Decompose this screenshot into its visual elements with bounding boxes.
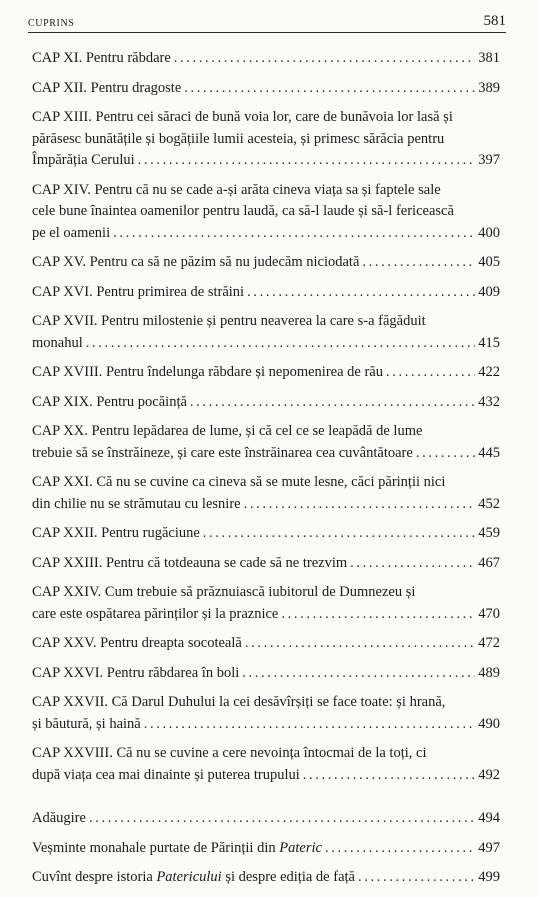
toc-entry — [32, 362, 500, 384]
toc-page-number: 445 — [478, 444, 500, 461]
toc-page-number: 432 — [478, 393, 500, 410]
toc-page-number: 467 — [478, 554, 500, 571]
toc-appendix-entry — [32, 838, 500, 860]
toc-entry-title: CAP XII. Pentru dragoste — [32, 79, 182, 96]
toc-entry — [32, 311, 500, 354]
toc-entry-line: CAP XX. Pentru lepădarea de lume, și că cel ce se leapădă de lume — [32, 423, 423, 439]
header-page-number: 581 — [483, 13, 506, 29]
toc-entry — [32, 78, 500, 100]
dot-leader — [416, 443, 475, 465]
toc-entry — [32, 553, 500, 575]
toc-entry-last-line — [32, 48, 500, 70]
toc-entry-last-line — [32, 252, 500, 274]
toc-entry-lines — [32, 421, 500, 443]
toc-entry-last-line — [32, 808, 500, 830]
toc-entry-title: pe el oamenii — [32, 224, 111, 241]
toc-entry-title: CAP XXV. Pentru dreapta socoteală — [32, 635, 242, 651]
toc-entry-last-line — [32, 553, 500, 575]
toc-entry — [32, 743, 500, 786]
toc-entry-title: Împărăția Cerului — [32, 152, 135, 168]
toc-page-number: 470 — [478, 605, 500, 622]
header-title: CUPRINS — [28, 18, 75, 29]
toc-entry-last-line — [32, 333, 500, 355]
dot-leader — [245, 633, 475, 655]
toc-entry-last-line — [32, 867, 500, 889]
toc-entry-line: CAP XXVIII. Că nu se cuvine a cere nevoința întocmai de la toți, ci — [32, 745, 427, 761]
dot-leader — [190, 392, 475, 414]
toc-entry-title: după viața cea mai dinainte și puterea trupului — [32, 766, 300, 783]
toc-entry-last-line — [32, 714, 500, 736]
toc-entry-title: și băutură, și haină — [32, 715, 141, 732]
toc-entry-last-line — [32, 282, 500, 304]
toc-entry — [32, 663, 500, 685]
toc-entry-lines — [32, 107, 500, 150]
table-of-contents — [32, 48, 500, 897]
dot-leader — [89, 808, 475, 830]
toc-page-number: 497 — [478, 839, 500, 856]
toc-entry-title: CAP XXII. Pentru rugăciune — [32, 525, 200, 541]
toc-entry-lines — [32, 311, 500, 333]
toc-entry-lines — [32, 582, 500, 604]
toc-entry-line: CAP XVII. Pentru milostenie și pentru neaverea la care s-a făgăduit — [32, 313, 426, 329]
toc-entry-title — [32, 867, 355, 889]
toc-entry-last-line — [32, 494, 500, 516]
toc-appendix-entry — [32, 808, 500, 830]
running-header — [28, 8, 506, 33]
toc-entry-last-line — [32, 765, 500, 787]
title-text-after: și despre ediția de față — [221, 869, 355, 885]
dot-leader — [303, 765, 476, 787]
dot-leader — [144, 714, 476, 736]
toc-entry-last-line — [32, 223, 500, 245]
toc-entry — [32, 692, 500, 735]
toc-entry-lines — [32, 692, 500, 714]
toc-entry — [32, 523, 500, 545]
toc-entry-last-line — [32, 362, 500, 384]
toc-page-number: 415 — [478, 334, 500, 351]
title-italic: Patericului — [156, 869, 222, 885]
toc-entry — [32, 472, 500, 515]
toc-entry-lines — [32, 180, 500, 223]
dot-leader — [86, 333, 476, 355]
dot-leader — [242, 663, 475, 685]
toc-page-number: 492 — [478, 766, 500, 783]
toc-entry — [32, 421, 500, 464]
toc-entry-title: CAP XV. Pentru ca să ne păzim să nu judecăm niciodată — [32, 254, 360, 270]
dot-leader — [362, 252, 475, 274]
dot-leader — [358, 867, 475, 889]
toc-page-number: 409 — [478, 283, 500, 300]
toc-page-number: 459 — [478, 525, 500, 541]
toc-page-number: 472 — [478, 635, 500, 651]
toc-entry-lines — [32, 743, 500, 765]
toc-entry-title: trebuie să se înstrăineze, și care este înstrăinarea cea cuvântătoare — [32, 444, 413, 461]
toc-entry-line: CAP XXI. Că nu se cuvine ca cineva să se mute lesne, căci părinții nici — [32, 474, 446, 490]
toc-entry-last-line — [32, 78, 500, 100]
dot-leader — [203, 523, 475, 545]
title-italic: Pateric — [279, 839, 322, 856]
toc-entry-title: din chilie nu se strămutau cu lesnire — [32, 495, 241, 512]
toc-page-number: 389 — [478, 79, 500, 96]
toc-entry — [32, 282, 500, 304]
toc-page-number: 490 — [478, 715, 500, 732]
dot-leader — [350, 553, 475, 575]
toc-entry — [32, 180, 500, 245]
toc-page-number: 381 — [478, 50, 500, 66]
toc-entry-title: CAP XI. Pentru răbdare — [32, 50, 171, 66]
toc-entry-title — [32, 808, 86, 830]
dot-leader — [244, 494, 476, 516]
toc-page-number: 494 — [478, 810, 500, 826]
toc-entry — [32, 252, 500, 274]
toc-entry-title: monahul — [32, 334, 83, 351]
dot-leader — [325, 838, 475, 860]
toc-page-number: 499 — [478, 869, 500, 885]
dot-leader — [386, 362, 475, 384]
toc-appendix-entry — [32, 867, 500, 889]
dot-leader — [113, 223, 475, 245]
toc-entry-last-line — [32, 523, 500, 545]
toc-entry — [32, 392, 500, 414]
toc-entry-title: CAP XXIII. Pentru că totdeauna se cade să ne trezvim — [32, 554, 348, 571]
title-text: Adăugire — [32, 810, 86, 826]
toc-entry-line: cele bune înaintea oamenilor pentru laudă, ca să-l laude și să-l fericească — [32, 203, 454, 219]
toc-entry — [32, 633, 500, 655]
toc-entry-title — [32, 838, 322, 860]
title-text: Cuvînt despre istoria — [32, 869, 157, 885]
toc-page-number: 489 — [478, 664, 500, 681]
toc-entry-last-line — [32, 150, 500, 172]
toc-entry-line: CAP XXIV. Cum trebuie să prăznuiască iubitorul de Dumnezeu și — [32, 584, 416, 600]
toc-entry-last-line — [32, 443, 500, 465]
toc-entry-line: CAP XXVII. Că Darul Duhului la cei desăvîrșiți se face toate: și hrană, — [32, 694, 446, 710]
toc-entry-last-line — [32, 663, 500, 685]
toc-page-number: 452 — [478, 495, 500, 512]
toc-entry-lines — [32, 472, 500, 494]
toc-entry-title: care este ospătarea părinților și la praznice — [32, 605, 279, 622]
toc-entry-title: CAP XVIII. Pentru îndelunga răbdare și nepomenirea de rău — [32, 364, 383, 380]
toc-entry-last-line — [32, 838, 500, 860]
toc-entry-line: părăsesc bunătățile și bogățiile lumii acesteia, și primesc sărăcia pentru — [32, 130, 445, 147]
toc-page-number: 400 — [478, 224, 500, 241]
toc-entry-title: CAP XIX. Pentru pocăință — [32, 393, 187, 410]
dot-leader — [184, 78, 475, 100]
toc-entry-line: CAP XIV. Pentru că nu se cade a-și arăta cineva viața sa și faptele sale — [32, 181, 441, 198]
title-text: Veșminte monahale purtate de Părinții din — [32, 839, 280, 856]
toc-entry-last-line — [32, 604, 500, 626]
toc-entry — [32, 107, 500, 172]
dot-leader — [281, 604, 475, 626]
dot-leader — [174, 48, 475, 70]
toc-entry — [32, 582, 500, 625]
toc-entry-last-line — [32, 392, 500, 414]
toc-page-number: 397 — [478, 152, 500, 168]
toc-entry-last-line — [32, 633, 500, 655]
toc-entry-title: CAP XXVI. Pentru răbdarea în boli — [32, 664, 240, 681]
toc-page-number: 405 — [478, 254, 500, 270]
toc-page-number: 422 — [478, 364, 500, 380]
toc-entry — [32, 48, 500, 70]
dot-leader — [138, 150, 476, 172]
toc-entry-title: CAP XVI. Pentru primirea de străini — [32, 283, 245, 300]
dot-leader — [247, 282, 475, 304]
toc-entry-line: CAP XIII. Pentru cei săraci de bună voia lor, care de bunăvoia lor lasă și — [32, 109, 453, 125]
